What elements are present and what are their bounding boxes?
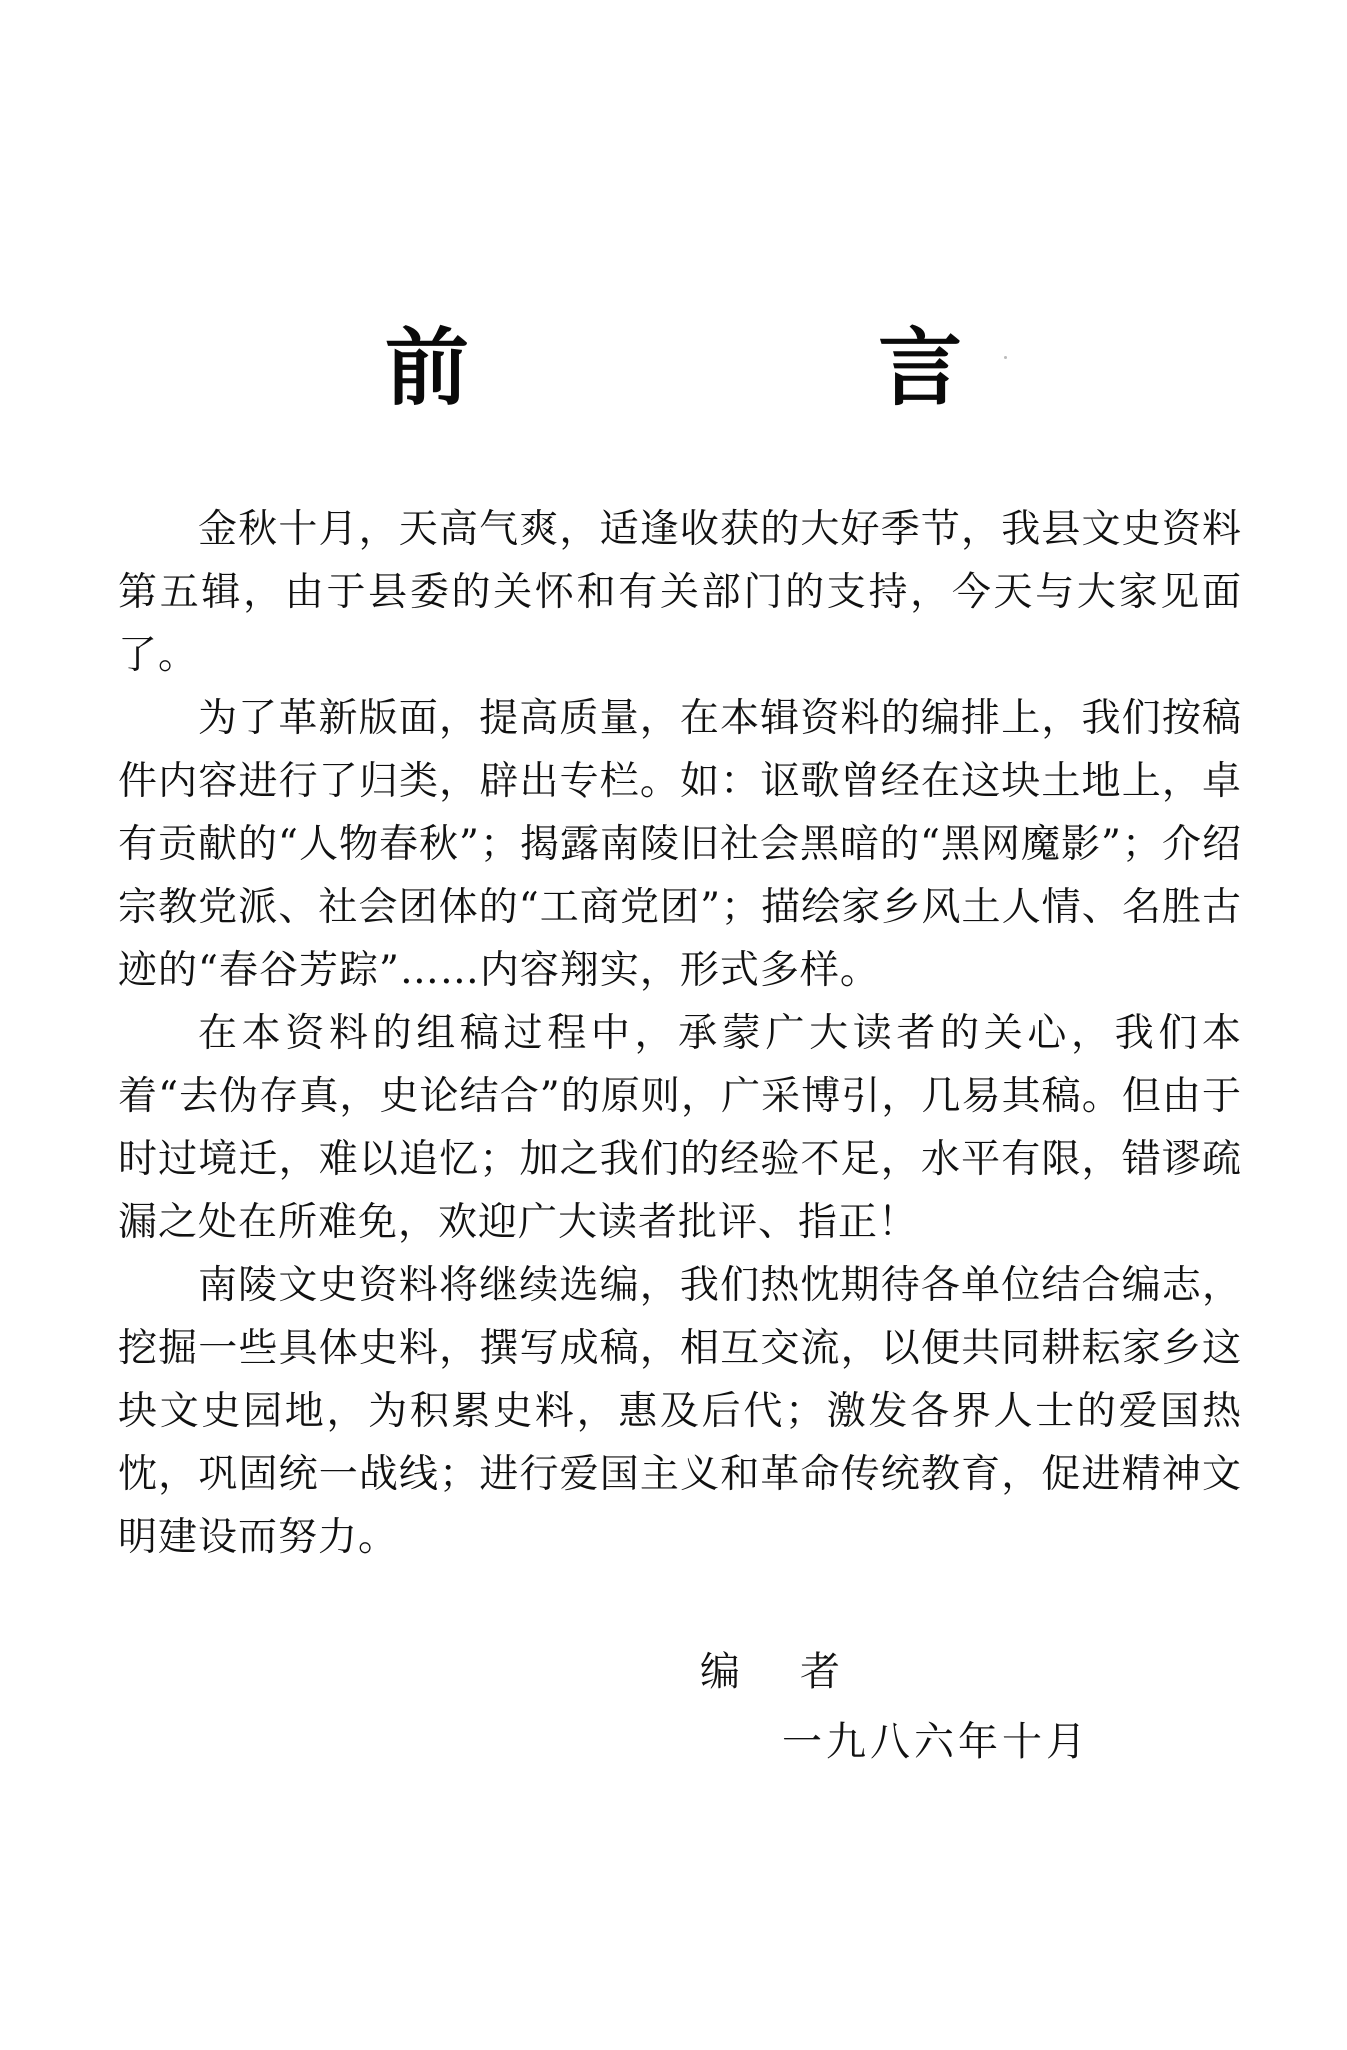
paragraph-layout: 为了革新版面，提高质量，在本辑资料的编排上，我们按稿件内容进行了归类，辟出专栏。如：讴歌曾经在这块土地上，卓有贡献的“人物春秋”；揭露南陵旧社会黑暗的“黑网魔影”；介绍宗教党派、社会团体的“工商党团”；描绘家乡风土人情、名胜古迹的“春谷芳踪”……内容翔实，形式多样。 [118, 696, 1242, 993]
paragraph-outlook: 南陵文史资料将继续选编，我们热忱期待各单位结合编志，挖掘一些具体史料，撰写成稿，相互交流，以便共同耕耘家乡这块文史园地，为积累史料，惠及后代；激发各界人士的爱国热忱，巩固统一战线；进行爱国主义和革命传统教育，促进精神文明建设而努力。 [118, 1263, 1242, 1560]
paragraph-intro: 金秋十月，天高气爽，适逢收获的大好季节，我县文史资料第五辑，由于县委的关怀和有关部门的支持，今天与大家见面了。 [118, 507, 1242, 678]
preface-body [118, 498, 1242, 1569]
paragraph-editing: 在本资料的组稿过程中，承蒙广大读者的关心，我们本着“去伪存真，史论结合”的原则，广采博引，几易其稿。但由于时过境迁，难以追忆；加之我们的经验不足，水平有限，错谬疏漏之处在所难免，欢迎广大读者批评、指正！ [118, 1011, 1242, 1245]
date-line: 一九八六年十月 [782, 1719, 1090, 1765]
page-title: 前 言 [384, 319, 1153, 417]
signature: 编者 [700, 1649, 900, 1695]
